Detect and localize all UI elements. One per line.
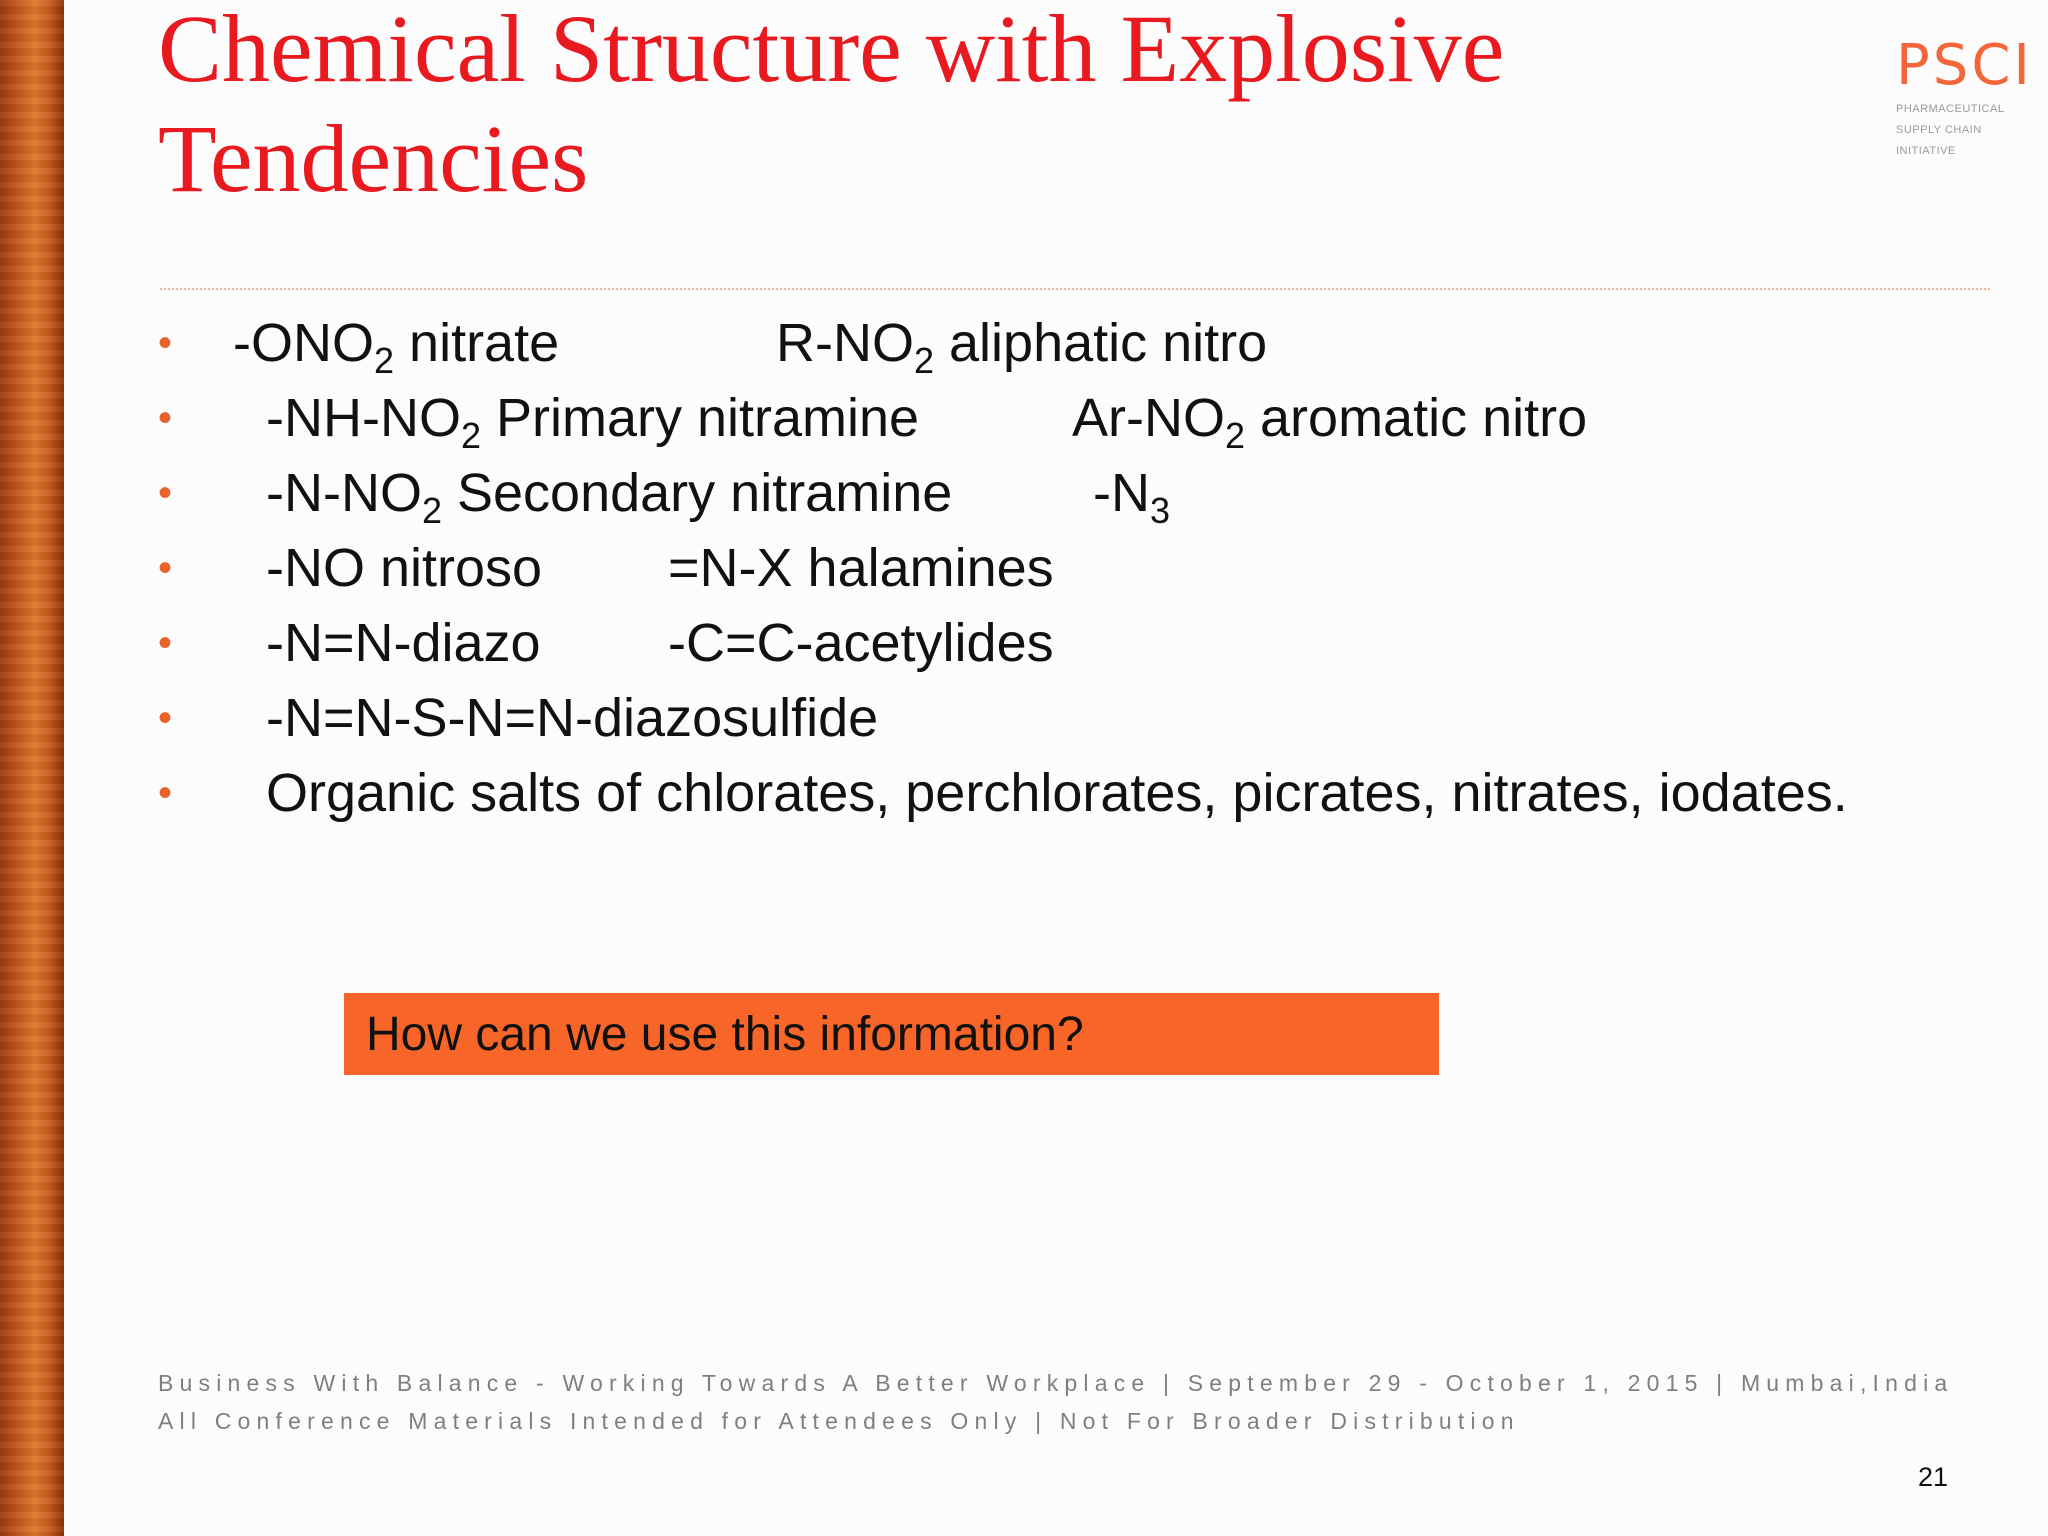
bullet-list bbox=[158, 306, 1998, 831]
subscript: 2 bbox=[374, 340, 395, 381]
footer bbox=[158, 1364, 1958, 1440]
subscript: 2 bbox=[460, 415, 481, 456]
subscript: 2 bbox=[421, 490, 442, 531]
logo-subtitle bbox=[1896, 99, 2033, 162]
bullet-dot-icon: • bbox=[158, 396, 173, 440]
formula: -N bbox=[1093, 463, 1150, 523]
bullet-col1: Organic salts of chlorates, perchlorates, picrates, nitrates, iodates. bbox=[266, 763, 1848, 823]
bullet-item bbox=[158, 756, 1998, 831]
bullet-item bbox=[158, 681, 1998, 756]
bullet-dot-icon: • bbox=[158, 471, 173, 515]
bullet-col2 bbox=[1093, 456, 1170, 531]
bullet-item bbox=[158, 531, 1998, 606]
subscript: 3 bbox=[1149, 490, 1171, 531]
bullet-item bbox=[158, 606, 1998, 681]
decorative-side-band bbox=[0, 0, 64, 1536]
bullet-col1 bbox=[266, 456, 952, 531]
formula: -N-NO bbox=[266, 463, 422, 523]
logo-subtitle-line-2: SUPPLY CHAIN bbox=[1896, 124, 1982, 136]
bullet-col2: =N-X halamines bbox=[668, 538, 1054, 598]
formula: -ONO bbox=[233, 313, 374, 373]
slide-title-line-1: Chemical Structure with Explosive bbox=[158, 0, 1505, 102]
bullet-dot-icon: • bbox=[158, 321, 173, 365]
formula: R-NO bbox=[776, 313, 914, 373]
logo-subtitle-line-1: PHARMACEUTICAL bbox=[1896, 103, 2005, 115]
bullet-dot-icon: • bbox=[158, 621, 173, 665]
description: Primary nitramine bbox=[481, 388, 920, 448]
bullet-col2 bbox=[1072, 381, 1587, 456]
description: nitrate bbox=[394, 313, 560, 373]
bullet-col2: -C=C-acetylides bbox=[668, 613, 1054, 673]
bullet-col2 bbox=[776, 306, 1267, 381]
bullet-dot-icon: • bbox=[158, 771, 173, 815]
subscript: 2 bbox=[1224, 415, 1246, 456]
bullet-col1 bbox=[233, 306, 559, 381]
description: aromatic nitro bbox=[1245, 388, 1588, 448]
page-number: 21 bbox=[1918, 1462, 1949, 1492]
bullet-item bbox=[158, 456, 1998, 531]
formula: -NH-NO bbox=[266, 388, 461, 448]
description: Secondary nitramine bbox=[442, 463, 953, 523]
psci-logo bbox=[1896, 33, 2033, 162]
description: aliphatic nitro bbox=[934, 313, 1268, 373]
bullet-dot-icon: • bbox=[158, 546, 173, 590]
slide-title-line-2: Tendencies bbox=[158, 105, 589, 212]
bullet-col1: -N=N-S-N=N-diazosulfide bbox=[266, 688, 879, 748]
footer-line-2: All Conference Materials Intended for Attendees Only | Not For Broader Distribution bbox=[158, 1408, 1520, 1434]
logo-subtitle-line-3: INITIATIVE bbox=[1896, 145, 1956, 157]
slide-title bbox=[158, 0, 1658, 214]
bullet-col1: -NO nitroso bbox=[266, 538, 543, 598]
bullet-item bbox=[158, 306, 1998, 381]
bullet-item bbox=[158, 381, 1998, 456]
logo-mark: PSCI bbox=[1896, 33, 2033, 98]
bullet-col1: -N=N-diazo bbox=[266, 613, 541, 673]
formula: Ar-NO bbox=[1072, 388, 1225, 448]
callout-box: How can we use this information? bbox=[344, 993, 1439, 1075]
bullet-col1 bbox=[266, 381, 919, 456]
footer-line-1: Business With Balance - Working Towards A Better Workplace | September 29 - October 1, 2015 | Mumbai,India bbox=[158, 1370, 1954, 1396]
subscript: 2 bbox=[913, 340, 935, 381]
bullet-dot-icon: • bbox=[158, 696, 173, 740]
title-divider bbox=[160, 288, 1990, 290]
